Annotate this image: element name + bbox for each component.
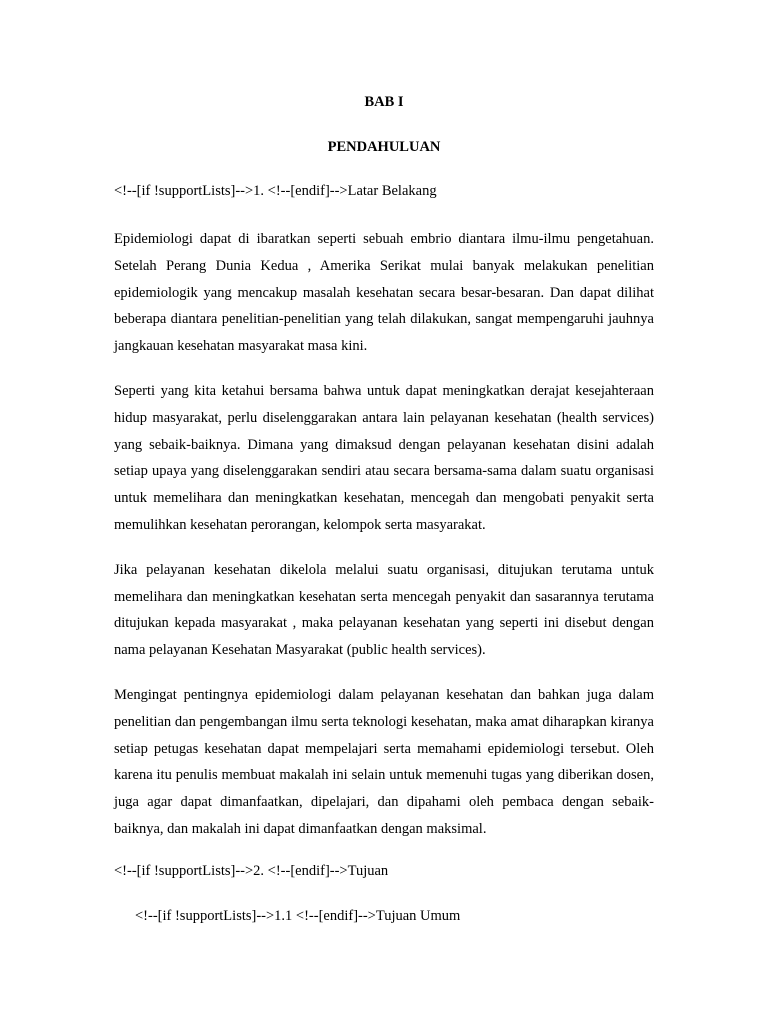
chapter-heading: BAB I	[364, 94, 404, 110]
paragraph: Jika pelayanan kesehatan dikelola melalui suatu organisasi, ditujukan terutama untuk memelihara dan meningkatkan kesehatan serta mencegah penyakit dan sasarannya terutama ditujukan kepada masyarakat , maka pelayanan kesehatan yang seperti ini disebut dengan nama pelayanan Kesehatan Masyarakat (public health services).	[114, 561, 654, 659]
subsection-heading-tujuan-umum: <!--[if !supportLists]-->1.1 <!--[endif]-->Tujuan Umum	[135, 907, 461, 924]
paragraph: Epidemiologi dapat di ibaratkan seperti sebuah embrio diantara ilmu-ilmu pengetahuan. Setelah Perang Dunia Kedua , Amerika Serikat mulai banyak melakukan penelitian epidemiologik yang mencakup masalah kesehatan secara besar-besaran. Dan dapat dilihat beberapa diantara penelitian-penelitian yang telah dilakukan, sangat mempengaruhi jauhnya jangkauan kesehatan masyarakat masa kini.	[114, 231, 654, 355]
paragraph: Seperti yang kita ketahui bersama bahwa untuk dapat meningkatkan derajat kesejahteraan hidup masyarakat, perlu diselenggarakan antara lain pelayanan kesehatan (health services) yang sebaik-baiknya. Dimana yang dimaksud dengan pelayanan kesehatan disini adalah setiap upaya yang diselenggarakan sendiri atau secara bersama-sama dalam suatu organisasi untuk memelihara dan meningkatkan kesehatan, mencegah dan mengobati penyakit serta memulihkan kesehatan perorangan, kelompok serta masyarakat.	[114, 382, 654, 533]
chapter-title: PENDAHULUAN	[327, 139, 441, 155]
paragraph: Mengingat pentingnya epidemiologi dalam pelayanan kesehatan dan bahkan juga dalam penelitian dan pengembangan ilmu serta teknologi kesehatan, maka amat diharapkan kiranya setiap petugas kesehatan dapat mempelajari serta memahami epidemiologi tersebut. Oleh karena itu penulis membuat makalah ini selain untuk memenuhi tugas yang diberikan dosen, juga agar dapat dimanfaatkan, dipelajari, dan dipahami oleh pembaca dengan sebaik-baiknya, dan makalah ini dapat dimanfaatkan dengan maksimal.	[114, 686, 654, 837]
section-heading-latar-belakang: <!--[if !supportLists]-->1. <!--[endif]-->Latar Belakang	[114, 183, 437, 199]
section-heading-tujuan: <!--[if !supportLists]-->2. <!--[endif]-->Tujuan	[114, 862, 389, 879]
